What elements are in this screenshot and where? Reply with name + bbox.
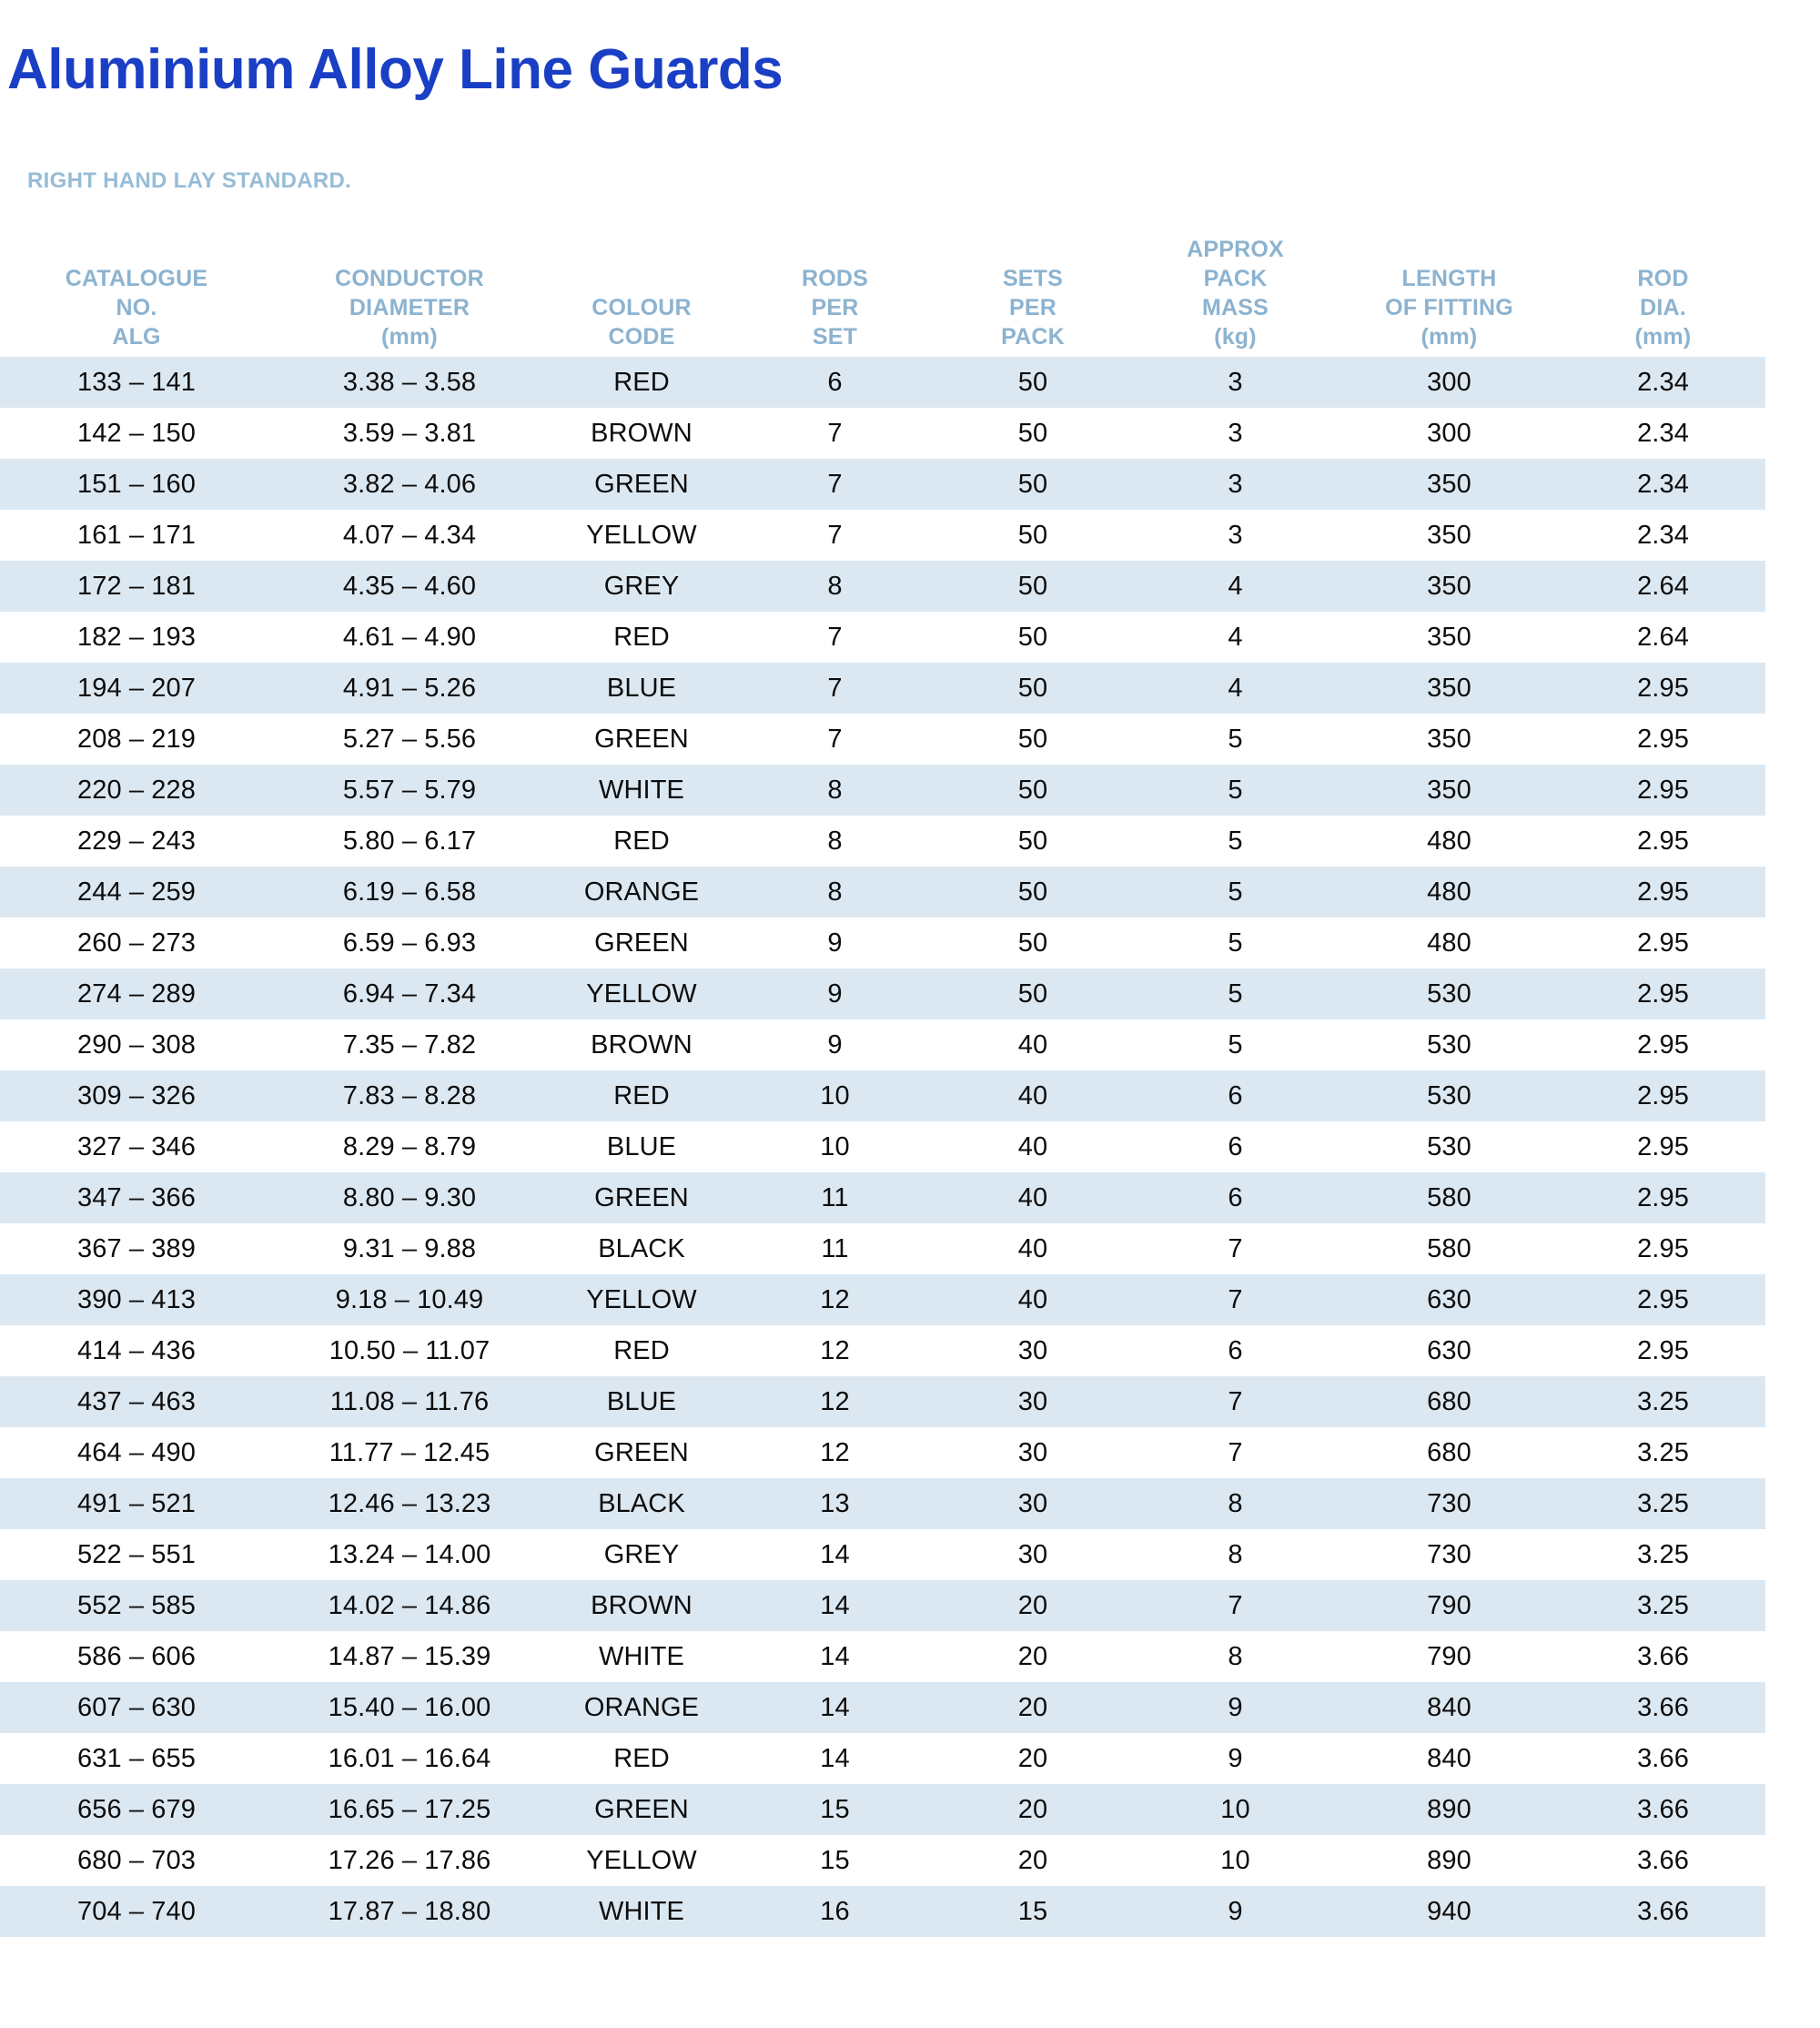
cell-length-of-fitting: 350 — [1338, 510, 1561, 561]
cell-colour-code: YELLOW — [546, 510, 737, 561]
table-row — [0, 1580, 1765, 1631]
cell-length-of-fitting: 300 — [1338, 357, 1561, 408]
cell-catalogue-no: 244 – 259 — [0, 867, 273, 918]
cell-length-of-fitting: 530 — [1338, 1019, 1561, 1070]
cell-approx-pack-mass: 8 — [1133, 1478, 1338, 1529]
cell-catalogue-no: 631 – 655 — [0, 1733, 273, 1784]
table-row — [0, 408, 1765, 459]
cell-rod-dia: 2.95 — [1561, 1121, 1765, 1172]
cell-rod-dia: 2.64 — [1561, 561, 1765, 612]
cell-catalogue-no: 367 – 389 — [0, 1223, 273, 1274]
cell-catalogue-no: 491 – 521 — [0, 1478, 273, 1529]
cell-conductor-diameter: 8.29 – 8.79 — [273, 1121, 546, 1172]
cell-approx-pack-mass: 6 — [1133, 1121, 1338, 1172]
cell-approx-pack-mass: 5 — [1133, 918, 1338, 968]
cell-approx-pack-mass: 3 — [1133, 408, 1338, 459]
page-title: Aluminium Alloy Line Guards — [7, 37, 784, 101]
cell-colour-code: BLUE — [546, 663, 737, 714]
table-row — [0, 1733, 1765, 1784]
cell-conductor-diameter: 6.94 – 7.34 — [273, 968, 546, 1019]
cell-rod-dia: 2.34 — [1561, 510, 1765, 561]
cell-sets-per-pack: 40 — [933, 1019, 1133, 1070]
column-header-rods-per-set: RODS PER SET — [801, 266, 869, 350]
cell-catalogue-no: 522 – 551 — [0, 1529, 273, 1580]
cell-colour-code: ORANGE — [546, 867, 737, 918]
cell-approx-pack-mass: 3 — [1133, 510, 1338, 561]
cell-conductor-diameter: 12.46 – 13.23 — [273, 1478, 546, 1529]
cell-catalogue-no: 172 – 181 — [0, 561, 273, 612]
cell-rods-per-set: 12 — [737, 1325, 933, 1376]
cell-rods-per-set: 9 — [737, 968, 933, 1019]
cell-rod-dia: 2.34 — [1561, 357, 1765, 408]
cell-rods-per-set: 7 — [737, 459, 933, 510]
cell-rod-dia: 3.25 — [1561, 1427, 1765, 1478]
cell-rod-dia: 3.66 — [1561, 1886, 1765, 1937]
cell-sets-per-pack: 50 — [933, 612, 1133, 663]
cell-rods-per-set: 11 — [737, 1223, 933, 1274]
cell-sets-per-pack: 40 — [933, 1274, 1133, 1325]
cell-conductor-diameter: 3.59 – 3.81 — [273, 408, 546, 459]
column-header-approx-pack-mass: APPROX PACK MASS (kg) — [1187, 237, 1284, 350]
cell-catalogue-no: 309 – 326 — [0, 1070, 273, 1121]
cell-rod-dia: 2.95 — [1561, 968, 1765, 1019]
table-row — [0, 1682, 1765, 1733]
cell-conductor-diameter: 7.83 – 8.28 — [273, 1070, 546, 1121]
cell-rods-per-set: 7 — [737, 714, 933, 765]
cell-rod-dia: 2.34 — [1561, 408, 1765, 459]
table-row — [0, 1784, 1765, 1835]
cell-colour-code: WHITE — [546, 765, 737, 816]
cell-rod-dia: 2.95 — [1561, 1274, 1765, 1325]
cell-conductor-diameter: 4.35 – 4.60 — [273, 561, 546, 612]
cell-catalogue-no: 151 – 160 — [0, 459, 273, 510]
cell-conductor-diameter: 6.59 – 6.93 — [273, 918, 546, 968]
cell-approx-pack-mass: 5 — [1133, 765, 1338, 816]
cell-sets-per-pack: 40 — [933, 1121, 1133, 1172]
cell-length-of-fitting: 530 — [1338, 1121, 1561, 1172]
cell-colour-code: BLACK — [546, 1223, 737, 1274]
cell-sets-per-pack: 15 — [933, 1886, 1133, 1937]
cell-length-of-fitting: 300 — [1338, 408, 1561, 459]
cell-approx-pack-mass: 6 — [1133, 1325, 1338, 1376]
cell-approx-pack-mass: 7 — [1133, 1580, 1338, 1631]
cell-rod-dia: 2.95 — [1561, 663, 1765, 714]
cell-rod-dia: 3.66 — [1561, 1835, 1765, 1886]
cell-approx-pack-mass: 4 — [1133, 612, 1338, 663]
cell-catalogue-no: 586 – 606 — [0, 1631, 273, 1682]
cell-sets-per-pack: 50 — [933, 968, 1133, 1019]
cell-approx-pack-mass: 7 — [1133, 1274, 1338, 1325]
cell-catalogue-no: 290 – 308 — [0, 1019, 273, 1070]
cell-rods-per-set: 8 — [737, 765, 933, 816]
cell-colour-code: BROWN — [546, 1019, 737, 1070]
cell-rod-dia: 2.95 — [1561, 765, 1765, 816]
cell-conductor-diameter: 14.87 – 15.39 — [273, 1631, 546, 1682]
cell-approx-pack-mass: 4 — [1133, 663, 1338, 714]
cell-rods-per-set: 11 — [737, 1172, 933, 1223]
cell-catalogue-no: 220 – 228 — [0, 765, 273, 816]
cell-colour-code: GREEN — [546, 459, 737, 510]
cell-rod-dia: 3.25 — [1561, 1478, 1765, 1529]
cell-length-of-fitting: 680 — [1338, 1427, 1561, 1478]
cell-catalogue-no: 437 – 463 — [0, 1376, 273, 1427]
cell-rod-dia: 2.95 — [1561, 816, 1765, 867]
cell-colour-code: BROWN — [546, 1580, 737, 1631]
cell-length-of-fitting: 890 — [1338, 1835, 1561, 1886]
cell-approx-pack-mass: 5 — [1133, 816, 1338, 867]
cell-catalogue-no: 390 – 413 — [0, 1274, 273, 1325]
table-row — [0, 1019, 1765, 1070]
cell-length-of-fitting: 350 — [1338, 714, 1561, 765]
cell-rods-per-set: 7 — [737, 612, 933, 663]
cell-colour-code: WHITE — [546, 1631, 737, 1682]
cell-conductor-diameter: 15.40 – 16.00 — [273, 1682, 546, 1733]
cell-catalogue-no: 133 – 141 — [0, 357, 273, 408]
cell-length-of-fitting: 350 — [1338, 612, 1561, 663]
cell-sets-per-pack: 40 — [933, 1223, 1133, 1274]
cell-conductor-diameter: 6.19 – 6.58 — [273, 867, 546, 918]
cell-sets-per-pack: 20 — [933, 1631, 1133, 1682]
cell-colour-code: RED — [546, 1325, 737, 1376]
cell-colour-code: GREY — [546, 561, 737, 612]
table-header — [0, 235, 1765, 357]
cell-conductor-diameter: 3.38 – 3.58 — [273, 357, 546, 408]
line-guards-table — [0, 235, 1765, 1937]
cell-colour-code: GREEN — [546, 1784, 737, 1835]
table-row — [0, 1121, 1765, 1172]
cell-conductor-diameter: 13.24 – 14.00 — [273, 1529, 546, 1580]
cell-length-of-fitting: 530 — [1338, 968, 1561, 1019]
cell-approx-pack-mass: 4 — [1133, 561, 1338, 612]
cell-length-of-fitting: 630 — [1338, 1274, 1561, 1325]
cell-sets-per-pack: 50 — [933, 561, 1133, 612]
cell-catalogue-no: 607 – 630 — [0, 1682, 273, 1733]
cell-rods-per-set: 10 — [737, 1070, 933, 1121]
cell-conductor-diameter: 10.50 – 11.07 — [273, 1325, 546, 1376]
cell-colour-code: WHITE — [546, 1886, 737, 1937]
table-row — [0, 357, 1765, 408]
cell-length-of-fitting: 730 — [1338, 1529, 1561, 1580]
cell-catalogue-no: 704 – 740 — [0, 1886, 273, 1937]
cell-approx-pack-mass: 7 — [1133, 1223, 1338, 1274]
table-body — [0, 357, 1765, 1937]
table-row — [0, 867, 1765, 918]
cell-rod-dia: 2.95 — [1561, 1172, 1765, 1223]
cell-approx-pack-mass: 5 — [1133, 968, 1338, 1019]
cell-sets-per-pack: 50 — [933, 867, 1133, 918]
cell-approx-pack-mass: 3 — [1133, 459, 1338, 510]
cell-approx-pack-mass: 5 — [1133, 714, 1338, 765]
cell-length-of-fitting: 350 — [1338, 663, 1561, 714]
cell-sets-per-pack: 30 — [933, 1427, 1133, 1478]
cell-rods-per-set: 13 — [737, 1478, 933, 1529]
cell-colour-code: RED — [546, 357, 737, 408]
cell-catalogue-no: 414 – 436 — [0, 1325, 273, 1376]
cell-colour-code: RED — [546, 1733, 737, 1784]
cell-conductor-diameter: 4.07 – 4.34 — [273, 510, 546, 561]
table-row — [0, 612, 1765, 663]
cell-catalogue-no: 260 – 273 — [0, 918, 273, 968]
cell-catalogue-no: 464 – 490 — [0, 1427, 273, 1478]
cell-colour-code: BROWN — [546, 408, 737, 459]
cell-rod-dia: 2.34 — [1561, 459, 1765, 510]
cell-approx-pack-mass: 6 — [1133, 1172, 1338, 1223]
cell-conductor-diameter: 3.82 – 4.06 — [273, 459, 546, 510]
cell-colour-code: YELLOW — [546, 968, 737, 1019]
cell-approx-pack-mass: 9 — [1133, 1682, 1338, 1733]
cell-sets-per-pack: 50 — [933, 918, 1133, 968]
table-row — [0, 1172, 1765, 1223]
cell-rods-per-set: 15 — [737, 1784, 933, 1835]
cell-length-of-fitting: 350 — [1338, 561, 1561, 612]
cell-rods-per-set: 12 — [737, 1274, 933, 1325]
cell-colour-code: BLUE — [546, 1121, 737, 1172]
cell-colour-code: GREEN — [546, 714, 737, 765]
cell-length-of-fitting: 580 — [1338, 1223, 1561, 1274]
table-row — [0, 459, 1765, 510]
cell-rod-dia: 3.66 — [1561, 1682, 1765, 1733]
cell-length-of-fitting: 730 — [1338, 1478, 1561, 1529]
cell-colour-code: RED — [546, 1070, 737, 1121]
cell-length-of-fitting: 840 — [1338, 1682, 1561, 1733]
column-header-colour-code: COLOUR CODE — [592, 295, 692, 350]
cell-length-of-fitting: 480 — [1338, 816, 1561, 867]
cell-sets-per-pack: 40 — [933, 1070, 1133, 1121]
cell-colour-code: BLUE — [546, 1376, 737, 1427]
cell-colour-code: GREY — [546, 1529, 737, 1580]
cell-approx-pack-mass: 10 — [1133, 1835, 1338, 1886]
cell-catalogue-no: 208 – 219 — [0, 714, 273, 765]
column-header-sets-per-pack: SETS PER PACK — [1001, 266, 1065, 350]
cell-catalogue-no: 229 – 243 — [0, 816, 273, 867]
cell-catalogue-no: 182 – 193 — [0, 612, 273, 663]
cell-rod-dia: 3.25 — [1561, 1376, 1765, 1427]
cell-catalogue-no: 656 – 679 — [0, 1784, 273, 1835]
cell-sets-per-pack: 30 — [933, 1478, 1133, 1529]
table-row — [0, 1886, 1765, 1937]
cell-sets-per-pack: 50 — [933, 765, 1133, 816]
cell-sets-per-pack: 30 — [933, 1325, 1133, 1376]
cell-rods-per-set: 16 — [737, 1886, 933, 1937]
table-row — [0, 1070, 1765, 1121]
cell-conductor-diameter: 11.77 – 12.45 — [273, 1427, 546, 1478]
cell-rods-per-set: 7 — [737, 408, 933, 459]
cell-sets-per-pack: 20 — [933, 1682, 1133, 1733]
cell-conductor-diameter: 7.35 – 7.82 — [273, 1019, 546, 1070]
cell-sets-per-pack: 20 — [933, 1835, 1133, 1886]
cell-sets-per-pack: 50 — [933, 510, 1133, 561]
cell-rod-dia: 3.66 — [1561, 1733, 1765, 1784]
cell-conductor-diameter: 4.91 – 5.26 — [273, 663, 546, 714]
cell-conductor-diameter: 9.31 – 9.88 — [273, 1223, 546, 1274]
cell-colour-code: GREEN — [546, 918, 737, 968]
cell-conductor-diameter: 14.02 – 14.86 — [273, 1580, 546, 1631]
cell-rods-per-set: 12 — [737, 1376, 933, 1427]
cell-conductor-diameter: 11.08 – 11.76 — [273, 1376, 546, 1427]
cell-sets-per-pack: 20 — [933, 1784, 1133, 1835]
cell-approx-pack-mass: 6 — [1133, 1070, 1338, 1121]
cell-colour-code: GREEN — [546, 1427, 737, 1478]
cell-rods-per-set: 7 — [737, 510, 933, 561]
cell-rods-per-set: 15 — [737, 1835, 933, 1886]
cell-rods-per-set: 14 — [737, 1529, 933, 1580]
cell-approx-pack-mass: 9 — [1133, 1733, 1338, 1784]
table-row — [0, 1631, 1765, 1682]
table-row — [0, 968, 1765, 1019]
cell-rod-dia: 2.95 — [1561, 1223, 1765, 1274]
table-row — [0, 1835, 1765, 1886]
cell-rods-per-set: 8 — [737, 561, 933, 612]
cell-rod-dia: 2.95 — [1561, 714, 1765, 765]
cell-rod-dia: 2.95 — [1561, 1070, 1765, 1121]
cell-sets-per-pack: 50 — [933, 408, 1133, 459]
cell-sets-per-pack: 50 — [933, 816, 1133, 867]
cell-length-of-fitting: 680 — [1338, 1376, 1561, 1427]
cell-conductor-diameter: 16.01 – 16.64 — [273, 1733, 546, 1784]
column-header-length-of-fitting: LENGTH OF FITTING (mm) — [1385, 266, 1513, 350]
cell-catalogue-no: 161 – 171 — [0, 510, 273, 561]
table-row — [0, 1223, 1765, 1274]
cell-approx-pack-mass: 7 — [1133, 1427, 1338, 1478]
cell-sets-per-pack: 30 — [933, 1529, 1133, 1580]
cell-conductor-diameter: 5.80 – 6.17 — [273, 816, 546, 867]
table-row — [0, 1478, 1765, 1529]
cell-rods-per-set: 6 — [737, 357, 933, 408]
cell-approx-pack-mass: 8 — [1133, 1529, 1338, 1580]
cell-catalogue-no: 552 – 585 — [0, 1580, 273, 1631]
cell-rod-dia: 2.95 — [1561, 1325, 1765, 1376]
cell-rod-dia: 2.64 — [1561, 612, 1765, 663]
cell-length-of-fitting: 630 — [1338, 1325, 1561, 1376]
cell-catalogue-no: 680 – 703 — [0, 1835, 273, 1886]
cell-sets-per-pack: 50 — [933, 663, 1133, 714]
table-header-row — [0, 235, 1765, 357]
cell-rods-per-set: 12 — [737, 1427, 933, 1478]
cell-sets-per-pack: 50 — [933, 459, 1133, 510]
cell-colour-code: GREEN — [546, 1172, 737, 1223]
cell-approx-pack-mass: 5 — [1133, 867, 1338, 918]
cell-length-of-fitting: 480 — [1338, 867, 1561, 918]
cell-colour-code: ORANGE — [546, 1682, 737, 1733]
cell-rods-per-set: 9 — [737, 918, 933, 968]
cell-rods-per-set: 14 — [737, 1733, 933, 1784]
cell-conductor-diameter: 5.57 – 5.79 — [273, 765, 546, 816]
table-row — [0, 765, 1765, 816]
cell-rod-dia: 2.95 — [1561, 918, 1765, 968]
table-row — [0, 918, 1765, 968]
cell-colour-code: YELLOW — [546, 1274, 737, 1325]
cell-rods-per-set: 9 — [737, 1019, 933, 1070]
cell-length-of-fitting: 840 — [1338, 1733, 1561, 1784]
cell-length-of-fitting: 940 — [1338, 1886, 1561, 1937]
cell-length-of-fitting: 890 — [1338, 1784, 1561, 1835]
table-row — [0, 816, 1765, 867]
table-row — [0, 1427, 1765, 1478]
cell-conductor-diameter: 16.65 – 17.25 — [273, 1784, 546, 1835]
cell-rod-dia: 2.95 — [1561, 867, 1765, 918]
cell-rod-dia: 3.66 — [1561, 1631, 1765, 1682]
cell-catalogue-no: 327 – 346 — [0, 1121, 273, 1172]
cell-length-of-fitting: 350 — [1338, 765, 1561, 816]
table-row — [0, 663, 1765, 714]
cell-rod-dia: 2.95 — [1561, 1019, 1765, 1070]
table-row — [0, 1325, 1765, 1376]
cell-approx-pack-mass: 8 — [1133, 1631, 1338, 1682]
column-header-catalogue-no: CATALOGUE NO. ALG — [65, 266, 208, 350]
cell-rods-per-set: 10 — [737, 1121, 933, 1172]
lay-standard-note: RIGHT HAND LAY STANDARD. — [27, 168, 352, 193]
table-row — [0, 714, 1765, 765]
cell-conductor-diameter: 9.18 – 10.49 — [273, 1274, 546, 1325]
cell-sets-per-pack: 50 — [933, 714, 1133, 765]
cell-sets-per-pack: 20 — [933, 1733, 1133, 1784]
cell-rods-per-set: 7 — [737, 663, 933, 714]
cell-colour-code: YELLOW — [546, 1835, 737, 1886]
cell-sets-per-pack: 30 — [933, 1376, 1133, 1427]
table-row — [0, 1529, 1765, 1580]
cell-length-of-fitting: 580 — [1338, 1172, 1561, 1223]
cell-rods-per-set: 8 — [737, 867, 933, 918]
cell-conductor-diameter: 17.26 – 17.86 — [273, 1835, 546, 1886]
cell-catalogue-no: 274 – 289 — [0, 968, 273, 1019]
cell-sets-per-pack: 50 — [933, 357, 1133, 408]
cell-rods-per-set: 14 — [737, 1682, 933, 1733]
cell-conductor-diameter: 4.61 – 4.90 — [273, 612, 546, 663]
cell-approx-pack-mass: 7 — [1133, 1376, 1338, 1427]
cell-rod-dia: 3.66 — [1561, 1784, 1765, 1835]
cell-approx-pack-mass: 3 — [1133, 357, 1338, 408]
cell-approx-pack-mass: 9 — [1133, 1886, 1338, 1937]
cell-rods-per-set: 14 — [737, 1631, 933, 1682]
cell-sets-per-pack: 40 — [933, 1172, 1133, 1223]
cell-rods-per-set: 14 — [737, 1580, 933, 1631]
cell-length-of-fitting: 350 — [1338, 459, 1561, 510]
cell-approx-pack-mass: 10 — [1133, 1784, 1338, 1835]
cell-conductor-diameter: 17.87 – 18.80 — [273, 1886, 546, 1937]
column-header-rod-dia: ROD DIA. (mm) — [1634, 266, 1692, 350]
cell-rod-dia: 3.25 — [1561, 1529, 1765, 1580]
cell-catalogue-no: 142 – 150 — [0, 408, 273, 459]
cell-rods-per-set: 8 — [737, 816, 933, 867]
cell-colour-code: RED — [546, 612, 737, 663]
table-row — [0, 561, 1765, 612]
cell-length-of-fitting: 790 — [1338, 1631, 1561, 1682]
cell-length-of-fitting: 790 — [1338, 1580, 1561, 1631]
cell-length-of-fitting: 480 — [1338, 918, 1561, 968]
table-row — [0, 1274, 1765, 1325]
cell-sets-per-pack: 20 — [933, 1580, 1133, 1631]
column-header-conductor-diameter: CONDUCTOR DIAMETER (mm) — [335, 266, 484, 350]
cell-colour-code: BLACK — [546, 1478, 737, 1529]
cell-catalogue-no: 347 – 366 — [0, 1172, 273, 1223]
cell-approx-pack-mass: 5 — [1133, 1019, 1338, 1070]
cell-catalogue-no: 194 – 207 — [0, 663, 273, 714]
cell-conductor-diameter: 5.27 – 5.56 — [273, 714, 546, 765]
cell-conductor-diameter: 8.80 – 9.30 — [273, 1172, 546, 1223]
cell-colour-code: RED — [546, 816, 737, 867]
table-row — [0, 510, 1765, 561]
table-row — [0, 1376, 1765, 1427]
cell-length-of-fitting: 530 — [1338, 1070, 1561, 1121]
cell-rod-dia: 3.25 — [1561, 1580, 1765, 1631]
